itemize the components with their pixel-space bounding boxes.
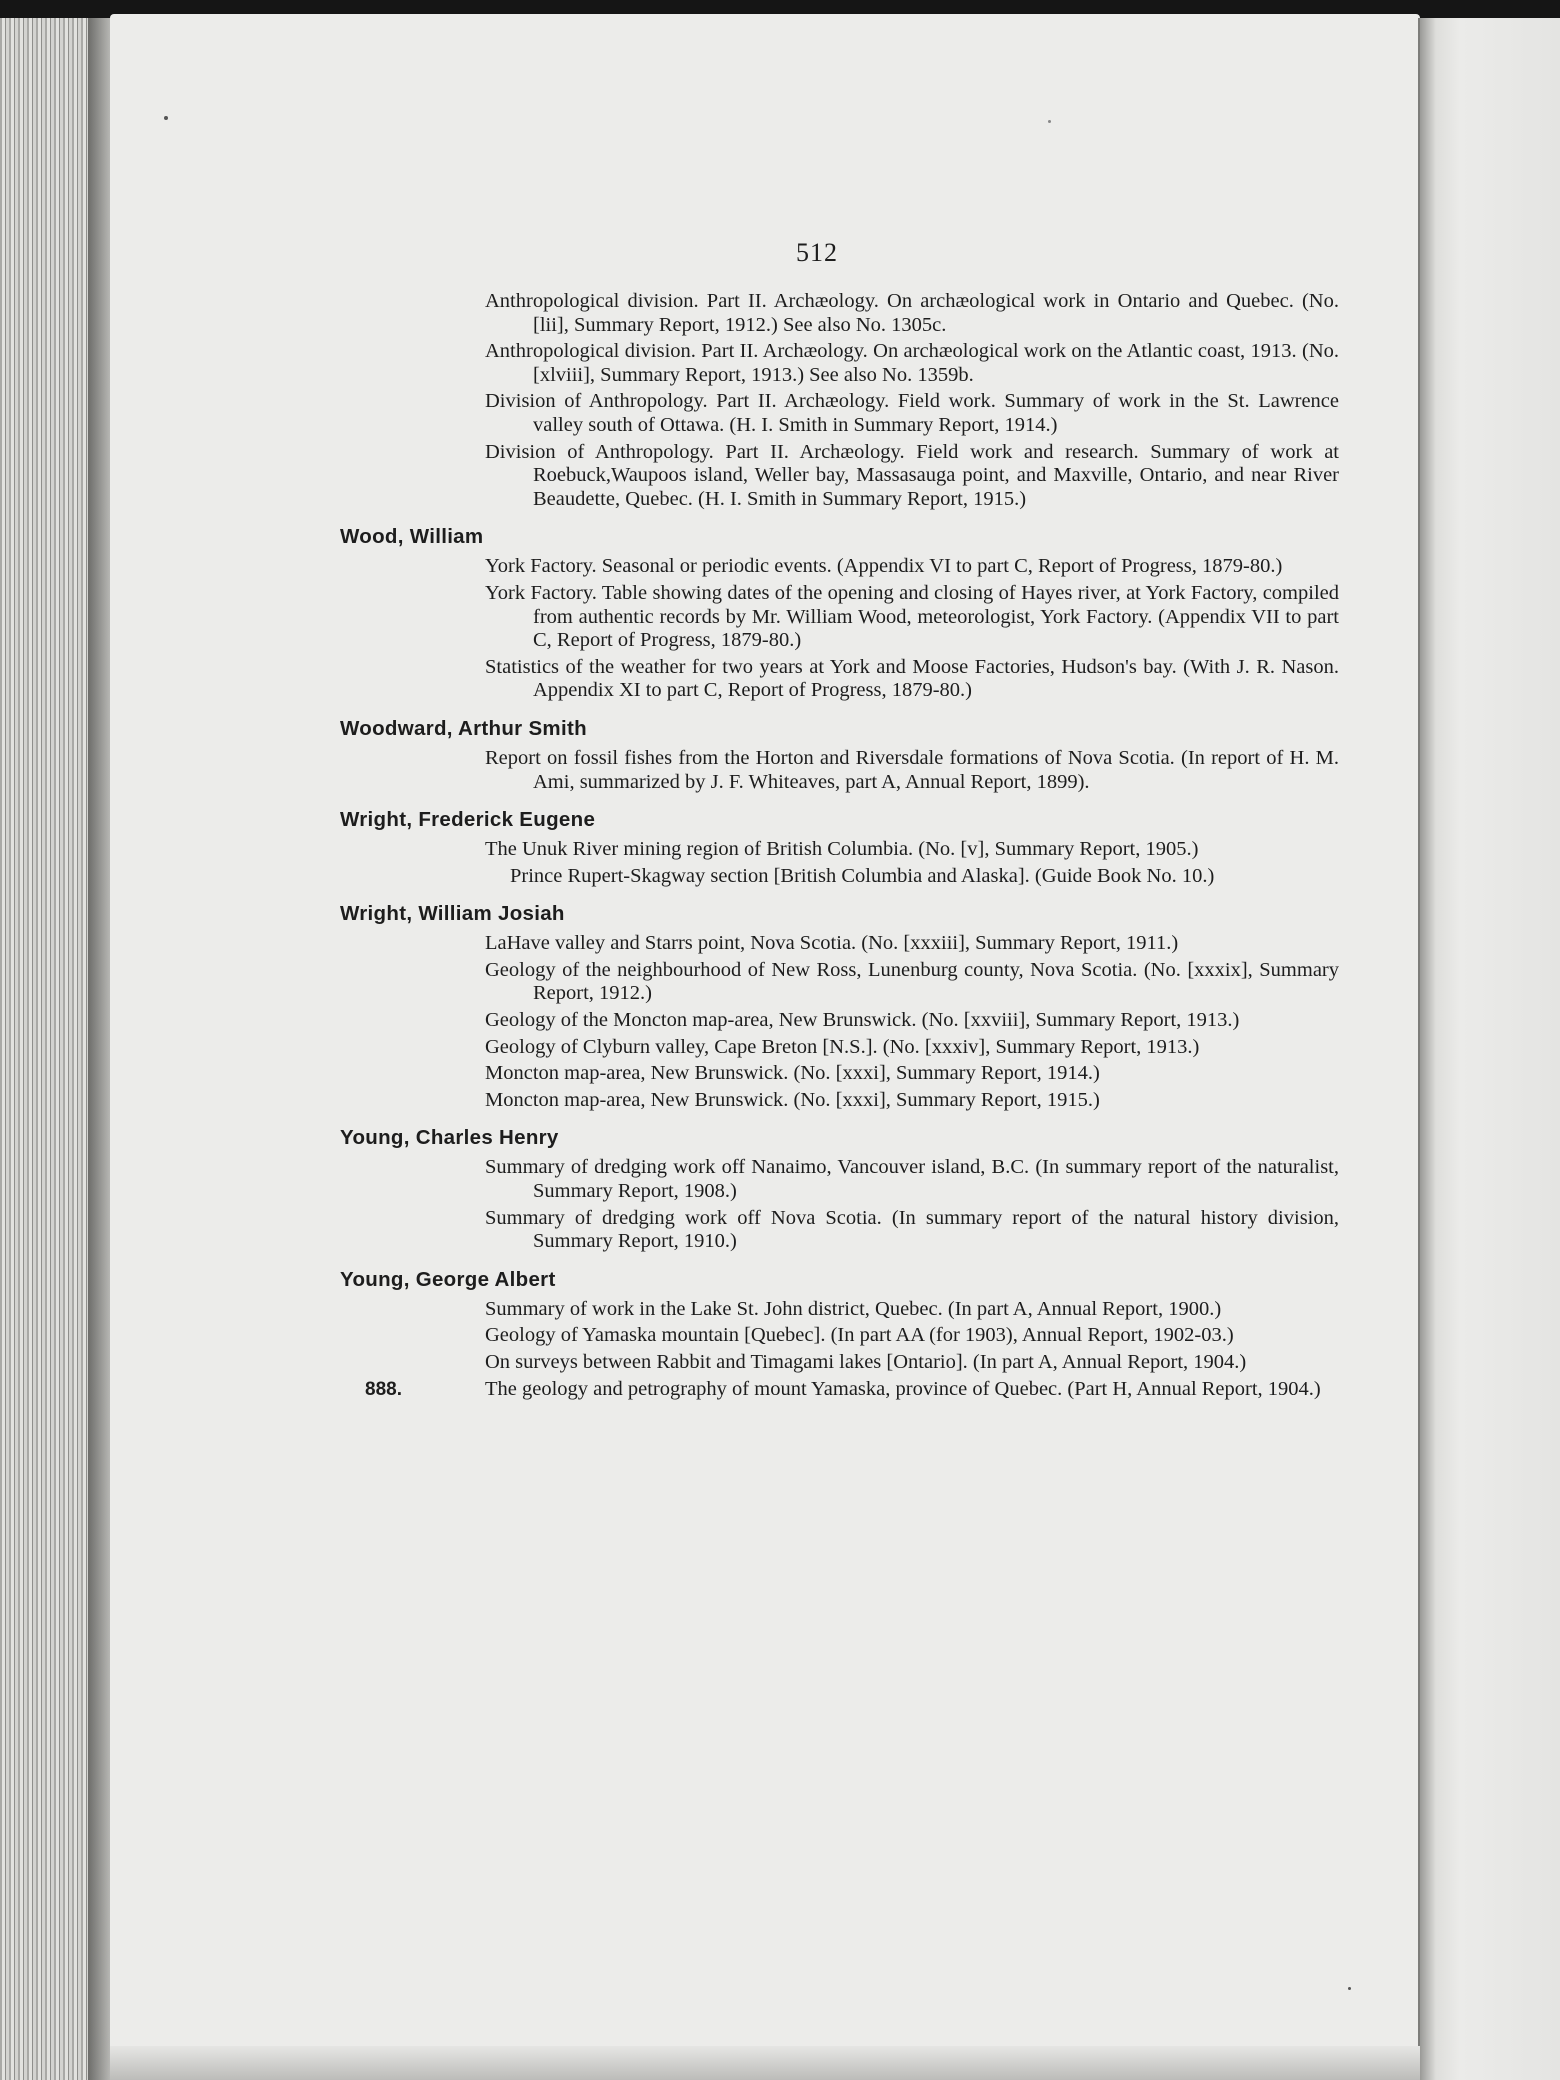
- list-item: York Factory. Seasonal or periodic events. (Appendix VI to part C, Report of Progress, 1879-80.): [485, 555, 1283, 578]
- list-item: Summary of dredging work off Nanaimo, Vancouver island, B.C. (In summary report of the naturalist, Summary Report, 1908.): [485, 1156, 1339, 1203]
- list-item: York Factory. Table showing dates of the opening and closing of Hayes river, at York Factory, compiled from authentic records by Mr. William Wood, meteorologist, York Factory. (Appendix VII to part C, Report of Progress, 1879-80.): [485, 581, 1339, 652]
- author-heading: Young, Charles Henry: [340, 1126, 559, 1150]
- list-item: Summary of work in the Lake St. John district, Quebec. (In part A, Annual Report, 1900.): [485, 1297, 1222, 1320]
- author-heading: Wright, William Josiah: [340, 902, 565, 926]
- list-item: Summary of dredging work off Nova Scotia. (In summary report of the natural history division, Summary Report, 1910.): [485, 1206, 1339, 1253]
- continued-entries: [340, 290, 1339, 511]
- author-heading: Wood, William: [340, 525, 484, 549]
- page-bottom-shadow: [110, 2046, 1420, 2080]
- list-item: Moncton map-area, New Brunswick. (No. [xxxi], Summary Report, 1914.): [485, 1062, 1100, 1085]
- list-item: On surveys between Rabbit and Timagami lakes [Ontario]. (In part A, Annual Report, 1904.): [485, 1351, 1247, 1373]
- list-item: Report on fossil fishes from the Horton and Riversdale formations of Nova Scotia. (In report of H. M. Ami, summarized by J. F. Whiteaves, part A, Annual Report, 1899).: [485, 746, 1339, 793]
- author-heading: Wright, Frederick Eugene: [340, 808, 596, 832]
- list-item: Prince Rupert-Skagway section [British Columbia and Alaska]. (Guide Book No. 10.): [510, 864, 1215, 887]
- list-item: Geology of the Moncton map-area, New Brunswick. (No. [xxviii], Summary Report, 1913.): [485, 1009, 1240, 1032]
- entry-text: The geology and petrography of mount Yamaska, province of Quebec. (Part H, Annual Report, 1904.): [485, 1377, 1321, 1400]
- dust-speck: [1048, 120, 1051, 123]
- page-number: 512: [796, 238, 838, 267]
- author-heading: Woodward, Arthur Smith: [340, 716, 587, 740]
- bibliography-content: [340, 290, 1339, 1404]
- dust-speck: [164, 116, 168, 120]
- list-item: Division of Anthropology. Part II. Archæology. Field work and research. Summary of work at Roebuck,Waupoos island, Weller bay, Massasauga point, and Maxville, Ontario, and near River Beaudette, Quebec. (H. I. Smith in Summary Report, 1915.): [485, 440, 1339, 510]
- list-item: Moncton map-area, New Brunswick. (No. [xxxi], Summary Report, 1915.): [485, 1088, 1100, 1111]
- list-item: Statistics of the weather for two years at York and Moose Factories, Hudson's bay. (With J. R. Nason. Appendix XI to part C, Report of Progress, 1879-80.): [485, 655, 1339, 702]
- facing-page-edge: [1420, 18, 1560, 2080]
- author-heading: Young, George Albert: [340, 1267, 556, 1291]
- list-item: Anthropological division. Part II. Archæology. On archæological work on the Atlantic coast, 1913. (No. [xlviii], Summary Report, 1913.) See also No. 1359b.: [485, 340, 1339, 386]
- list-item: Geology of the neighbourhood of New Ross, Lunenburg county, Nova Scotia. (No. [xxxix], Summary Report, 1912.): [485, 958, 1339, 1005]
- list-item: Geology of Clyburn valley, Cape Breton [N.S.]. (No. [xxxiv], Summary Report, 1913.): [485, 1035, 1200, 1058]
- list-item: The Unuk River mining region of British Columbia. (No. [v], Summary Report, 1905.): [485, 838, 1199, 861]
- entry-number: 888.: [365, 1378, 402, 1400]
- numbered-list-item: [365, 1377, 1339, 1402]
- dust-speck: [1348, 1987, 1351, 1990]
- list-item: Geology of Yamaska mountain [Quebec]. (In part AA (for 1903), Annual Report, 1902-03.): [485, 1324, 1234, 1347]
- page-edge-shadow: [88, 18, 112, 2080]
- list-item: Anthropological division. Part II. Archæology. On archæological work in Ontario and Quebec. (No. [lii], Summary Report, 1912.) See also No. 1305c.: [485, 290, 1339, 336]
- list-item: LaHave valley and Starrs point, Nova Scotia. (No. [xxxiii], Summary Report, 1911.): [485, 932, 1179, 955]
- list-item: Division of Anthropology. Part II. Archæology. Field work. Summary of work in the St. Lawrence valley south of Ottawa. (H. I. Smith in Summary Report, 1914.): [485, 390, 1339, 436]
